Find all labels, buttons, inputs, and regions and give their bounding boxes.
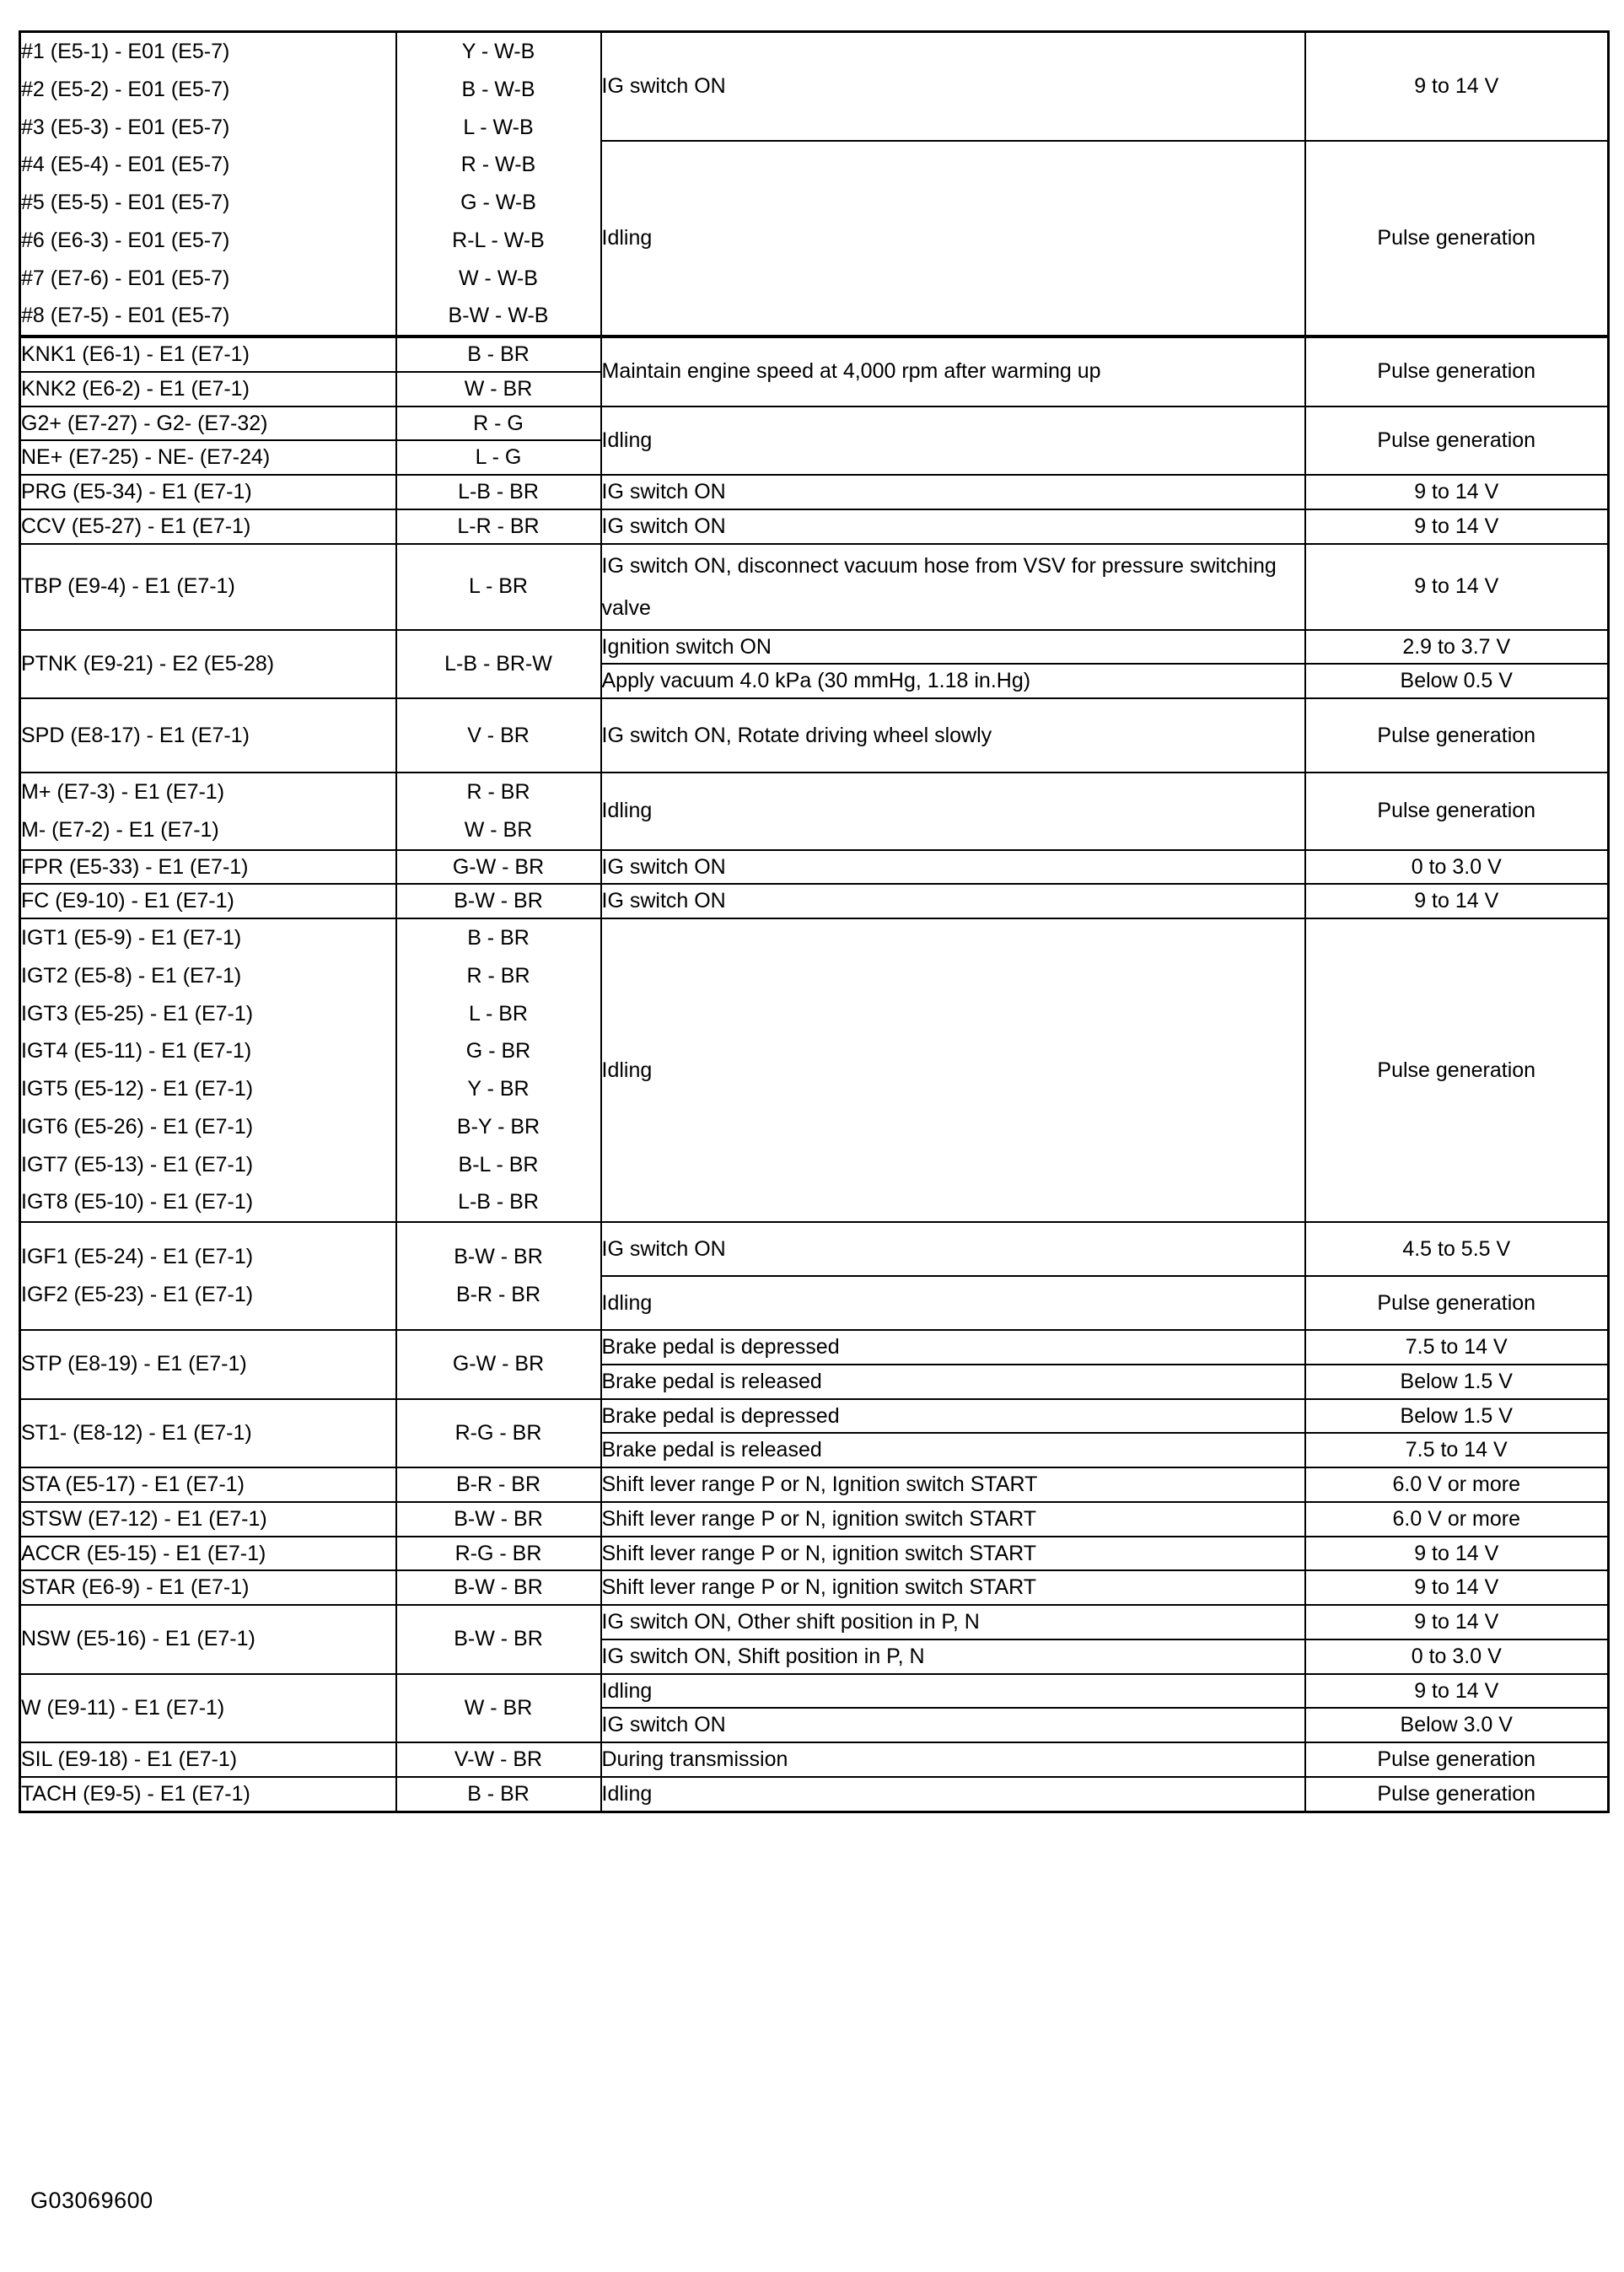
terminal-line: IGT2 (E5-8) - E1 (E7-1) bbox=[21, 963, 242, 988]
specification-cell: Pulse generation bbox=[1305, 336, 1609, 406]
table-row bbox=[20, 1605, 1609, 1639]
terminal-cell-stsw: STSW (E7-12) - E1 (E7-1) bbox=[20, 1502, 396, 1537]
terminal-line: M+ (E7-3) - E1 (E7-1) bbox=[21, 780, 225, 804]
condition-cell: IG switch ON, Shift position in P, N bbox=[601, 1639, 1305, 1674]
condition-cell: IG switch ON bbox=[601, 850, 1305, 885]
ecm-terminal-table-wrapper bbox=[19, 30, 1607, 1813]
specification-cell: 6.0 V or more bbox=[1305, 1467, 1609, 1502]
wire-color-cell-spd: V - BR bbox=[396, 698, 601, 773]
wire-color-cell-ptnk: L-B - BR-W bbox=[396, 630, 601, 699]
specification-cell: 6.0 V or more bbox=[1305, 1502, 1609, 1537]
wire-color-line: B - W-B bbox=[461, 77, 535, 101]
wire-color-cell-stsw: B-W - BR bbox=[396, 1502, 601, 1537]
wire-color-cell-sil: V-W - BR bbox=[396, 1742, 601, 1777]
table-row bbox=[20, 32, 1609, 142]
terminal-cell-accr: ACCR (E5-15) - E1 (E7-1) bbox=[20, 1537, 396, 1571]
wire-color-cell-igt bbox=[396, 918, 601, 1222]
terminal-line: #1 (E5-1) - E01 (E5-7) bbox=[21, 40, 230, 63]
condition-cell: Apply vacuum 4.0 kPa (30 mmHg, 1.18 in.Hg) bbox=[601, 664, 1305, 698]
wire-color-cell-fpr: G-W - BR bbox=[396, 850, 601, 885]
condition-cell: Brake pedal is depressed bbox=[601, 1330, 1305, 1365]
wire-color-cell-g2plus: R - G bbox=[396, 406, 601, 441]
condition-cell: Idling bbox=[601, 1777, 1305, 1812]
wire-color-line: Y - BR bbox=[467, 1077, 530, 1101]
specification-cell: 9 to 14 V bbox=[1305, 1537, 1609, 1571]
table-row bbox=[20, 336, 1609, 372]
terminal-cell-tach: TACH (E9-5) - E1 (E7-1) bbox=[20, 1777, 396, 1812]
specification-cell: 9 to 14 V bbox=[1305, 544, 1609, 630]
specification-cell: 9 to 14 V bbox=[1305, 509, 1609, 544]
table-row bbox=[20, 1777, 1609, 1812]
wire-color-line: G - W-B bbox=[460, 191, 536, 214]
specification-cell: 9 to 14 V bbox=[1305, 1674, 1609, 1709]
condition-cell: Brake pedal is released bbox=[601, 1365, 1305, 1399]
specification-cell: Pulse generation bbox=[1305, 141, 1609, 336]
wire-color-line: R - BR bbox=[466, 780, 530, 804]
terminal-cell-fpr: FPR (E5-33) - E1 (E7-1) bbox=[20, 850, 396, 885]
table-row bbox=[20, 884, 1609, 918]
specification-cell: Pulse generation bbox=[1305, 698, 1609, 773]
terminal-line: #8 (E7-5) - E01 (E5-7) bbox=[21, 304, 230, 328]
condition-cell: IG switch ON bbox=[601, 1708, 1305, 1742]
specification-cell: 9 to 14 V bbox=[1305, 1605, 1609, 1639]
specification-cell: Pulse generation bbox=[1305, 1276, 1609, 1330]
table-row bbox=[20, 509, 1609, 544]
specification-cell: 7.5 to 14 V bbox=[1305, 1433, 1609, 1467]
specification-cell: Pulse generation bbox=[1305, 1742, 1609, 1777]
wire-color-line: Y - W-B bbox=[461, 40, 535, 63]
terminal-line: IGF2 (E5-23) - E1 (E7-1) bbox=[21, 1283, 254, 1306]
terminal-line: #5 (E5-5) - E01 (E5-7) bbox=[21, 191, 230, 214]
terminal-cell-nsw: NSW (E5-16) - E1 (E7-1) bbox=[20, 1605, 396, 1674]
wire-color-line: G - BR bbox=[465, 1039, 531, 1063]
wire-color-cell-knk2: W - BR bbox=[396, 372, 601, 406]
terminal-cell-motor bbox=[20, 773, 396, 850]
table-row bbox=[20, 475, 1609, 509]
wire-color-line: L - W-B bbox=[463, 115, 534, 139]
condition-cell: IG switch ON bbox=[601, 1222, 1305, 1276]
table-row bbox=[20, 1502, 1609, 1537]
terminal-line: IGT1 (E5-9) - E1 (E7-1) bbox=[21, 926, 242, 950]
terminal-cell-tbp: TBP (E9-4) - E1 (E7-1) bbox=[20, 544, 396, 630]
specification-cell: Below 3.0 V bbox=[1305, 1708, 1609, 1742]
wire-color-cell-st1: R-G - BR bbox=[396, 1399, 601, 1468]
specification-cell: 9 to 14 V bbox=[1305, 884, 1609, 918]
terminal-cell-g2plus: G2+ (E7-27) - G2- (E7-32) bbox=[20, 406, 396, 441]
condition-cell: IG switch ON bbox=[601, 884, 1305, 918]
terminal-cell-st1: ST1- (E8-12) - E1 (E7-1) bbox=[20, 1399, 396, 1468]
table-row bbox=[20, 850, 1609, 885]
table-row bbox=[20, 1674, 1609, 1709]
terminal-cell-sil: SIL (E9-18) - E1 (E7-1) bbox=[20, 1742, 396, 1777]
specification-cell: 0 to 3.0 V bbox=[1305, 1639, 1609, 1674]
terminal-line: IGT6 (E5-26) - E1 (E7-1) bbox=[21, 1114, 254, 1139]
wire-color-cell-accr: R-G - BR bbox=[396, 1537, 601, 1571]
terminal-cell-ccv: CCV (E5-27) - E1 (E7-1) bbox=[20, 509, 396, 544]
condition-cell: IG switch ON bbox=[601, 509, 1305, 544]
table-row bbox=[20, 1742, 1609, 1777]
specification-cell: Below 0.5 V bbox=[1305, 664, 1609, 698]
terminal-cell-prg: PRG (E5-34) - E1 (E7-1) bbox=[20, 475, 396, 509]
wire-color-cell-nsw: B-W - BR bbox=[396, 1605, 601, 1674]
table-row bbox=[20, 1222, 1609, 1276]
terminal-cell-knk2: KNK2 (E6-2) - E1 (E7-1) bbox=[20, 372, 396, 406]
wire-color-line: R - BR bbox=[466, 963, 530, 988]
wire-color-line: B-L - BR bbox=[458, 1152, 539, 1176]
terminal-cell-injectors bbox=[20, 32, 396, 337]
specification-cell: 9 to 14 V bbox=[1305, 32, 1609, 142]
terminal-line: #3 (E5-3) - E01 (E5-7) bbox=[21, 115, 230, 139]
specification-cell: 0 to 3.0 V bbox=[1305, 850, 1609, 885]
condition-cell: IG switch ON, disconnect vacuum hose from VSV for pressure switching valve bbox=[601, 544, 1305, 630]
condition-cell: IG switch ON bbox=[601, 32, 1305, 142]
condition-cell: Idling bbox=[601, 773, 1305, 850]
ecm-terminal-inspection-table bbox=[19, 30, 1610, 1813]
terminal-line: #7 (E7-6) - E01 (E5-7) bbox=[21, 266, 230, 290]
wire-color-cell-neplus: L - G bbox=[396, 440, 601, 475]
wire-color-cell-w: W - BR bbox=[396, 1674, 601, 1743]
wire-color-cell-motor bbox=[396, 773, 601, 850]
wire-color-line: B - BR bbox=[467, 926, 530, 950]
wire-color-cell-injectors bbox=[396, 32, 601, 337]
wire-color-line: W - BR bbox=[464, 817, 533, 842]
terminal-line: IGT8 (E5-10) - E1 (E7-1) bbox=[21, 1190, 254, 1214]
wire-color-line: B-W - BR bbox=[454, 1245, 543, 1269]
wire-color-cell-tach: B - BR bbox=[396, 1777, 601, 1812]
wire-color-cell-sta: B-R - BR bbox=[396, 1467, 601, 1502]
table-row bbox=[20, 1467, 1609, 1502]
terminal-line: IGT3 (E5-25) - E1 (E7-1) bbox=[21, 1001, 254, 1026]
condition-cell: Shift lever range P or N, ignition switch START bbox=[601, 1502, 1305, 1537]
condition-cell: Shift lever range P or N, ignition switch START bbox=[601, 1537, 1305, 1571]
table-row bbox=[20, 1537, 1609, 1571]
terminal-line: IGT5 (E5-12) - E1 (E7-1) bbox=[21, 1077, 254, 1101]
terminal-line: #4 (E5-4) - E01 (E5-7) bbox=[21, 153, 230, 177]
wire-color-cell-star: B-W - BR bbox=[396, 1570, 601, 1605]
condition-cell: IG switch ON bbox=[601, 475, 1305, 509]
condition-cell: Shift lever range P or N, Ignition switch START bbox=[601, 1467, 1305, 1502]
terminal-line: IGT4 (E5-11) - E1 (E7-1) bbox=[21, 1039, 252, 1063]
specification-cell: 9 to 14 V bbox=[1305, 1570, 1609, 1605]
condition-cell: Ignition switch ON bbox=[601, 630, 1305, 665]
terminal-line: IGT7 (E5-13) - E1 (E7-1) bbox=[21, 1152, 254, 1176]
condition-cell: Idling bbox=[601, 1674, 1305, 1709]
terminal-cell-igt bbox=[20, 918, 396, 1222]
table-row bbox=[20, 630, 1609, 665]
specification-cell: Below 1.5 V bbox=[1305, 1365, 1609, 1399]
figure-id-label: G03069600 bbox=[30, 2188, 153, 2213]
wire-color-line: L-B - BR bbox=[458, 1190, 539, 1214]
condition-cell: Idling bbox=[601, 918, 1305, 1222]
wire-color-line: B-Y - BR bbox=[456, 1114, 540, 1139]
table-row bbox=[20, 1330, 1609, 1365]
terminal-cell-w: W (E9-11) - E1 (E7-1) bbox=[20, 1674, 396, 1743]
wire-color-cell-stp: G-W - BR bbox=[396, 1330, 601, 1399]
specification-cell: Below 1.5 V bbox=[1305, 1399, 1609, 1434]
terminal-cell-stp: STP (E8-19) - E1 (E7-1) bbox=[20, 1330, 396, 1399]
specification-cell: Pulse generation bbox=[1305, 406, 1609, 476]
table-row bbox=[20, 773, 1609, 850]
terminal-cell-sta: STA (E5-17) - E1 (E7-1) bbox=[20, 1467, 396, 1502]
table-row bbox=[20, 918, 1609, 1222]
specification-cell: 4.5 to 5.5 V bbox=[1305, 1222, 1609, 1276]
table-row bbox=[20, 1570, 1609, 1605]
specification-cell: Pulse generation bbox=[1305, 918, 1609, 1222]
wire-color-cell-ccv: L-R - BR bbox=[396, 509, 601, 544]
condition-cell: Idling bbox=[601, 406, 1305, 476]
table-row bbox=[20, 1399, 1609, 1434]
condition-cell: Brake pedal is released bbox=[601, 1433, 1305, 1467]
table-body bbox=[20, 32, 1609, 1812]
condition-cell: During transmission bbox=[601, 1742, 1305, 1777]
terminal-cell-igf bbox=[20, 1222, 396, 1330]
terminal-cell-neplus: NE+ (E7-25) - NE- (E7-24) bbox=[20, 440, 396, 475]
wire-color-cell-tbp: L - BR bbox=[396, 544, 601, 630]
terminal-line: IGF1 (E5-24) - E1 (E7-1) bbox=[21, 1245, 254, 1269]
wire-color-line: R-L - W-B bbox=[452, 228, 545, 252]
specification-cell: 2.9 to 3.7 V bbox=[1305, 630, 1609, 665]
terminal-line: M- (E7-2) - E1 (E7-1) bbox=[21, 817, 219, 842]
specification-cell: Pulse generation bbox=[1305, 773, 1609, 850]
terminal-line: #6 (E6-3) - E01 (E5-7) bbox=[21, 228, 230, 252]
condition-cell: Idling bbox=[601, 1276, 1305, 1330]
condition-cell: IG switch ON, Other shift position in P, N bbox=[601, 1605, 1305, 1639]
condition-cell: IG switch ON, Rotate driving wheel slowly bbox=[601, 698, 1305, 773]
terminal-cell-fc: FC (E9-10) - E1 (E7-1) bbox=[20, 884, 396, 918]
condition-cell: Idling bbox=[601, 141, 1305, 336]
wire-color-line: L - BR bbox=[469, 1001, 528, 1026]
condition-cell: Brake pedal is depressed bbox=[601, 1399, 1305, 1434]
wire-color-line: B-W - W-B bbox=[448, 304, 549, 328]
wire-color-line: W - W-B bbox=[459, 266, 538, 290]
table-row bbox=[20, 698, 1609, 773]
wire-color-line: R - W-B bbox=[460, 153, 536, 177]
wire-color-cell-prg: L-B - BR bbox=[396, 475, 601, 509]
terminal-cell-ptnk: PTNK (E9-21) - E2 (E5-28) bbox=[20, 630, 396, 699]
specification-cell: 7.5 to 14 V bbox=[1305, 1330, 1609, 1365]
terminal-line: #2 (E5-2) - E01 (E5-7) bbox=[21, 77, 230, 101]
condition-cell: Maintain engine speed at 4,000 rpm after warming up bbox=[601, 336, 1305, 406]
terminal-cell-star: STAR (E6-9) - E1 (E7-1) bbox=[20, 1570, 396, 1605]
table-row bbox=[20, 406, 1609, 441]
wire-color-cell-knk1: B - BR bbox=[396, 336, 601, 372]
specification-cell: Pulse generation bbox=[1305, 1777, 1609, 1812]
wire-color-cell-fc: B-W - BR bbox=[396, 884, 601, 918]
terminal-cell-spd: SPD (E8-17) - E1 (E7-1) bbox=[20, 698, 396, 773]
table-row bbox=[20, 544, 1609, 630]
wire-color-line: B-R - BR bbox=[456, 1283, 540, 1306]
specification-cell: 9 to 14 V bbox=[1305, 475, 1609, 509]
terminal-cell-knk1: KNK1 (E6-1) - E1 (E7-1) bbox=[20, 336, 396, 372]
condition-cell: Shift lever range P or N, ignition switch START bbox=[601, 1570, 1305, 1605]
wire-color-cell-igf bbox=[396, 1222, 601, 1330]
